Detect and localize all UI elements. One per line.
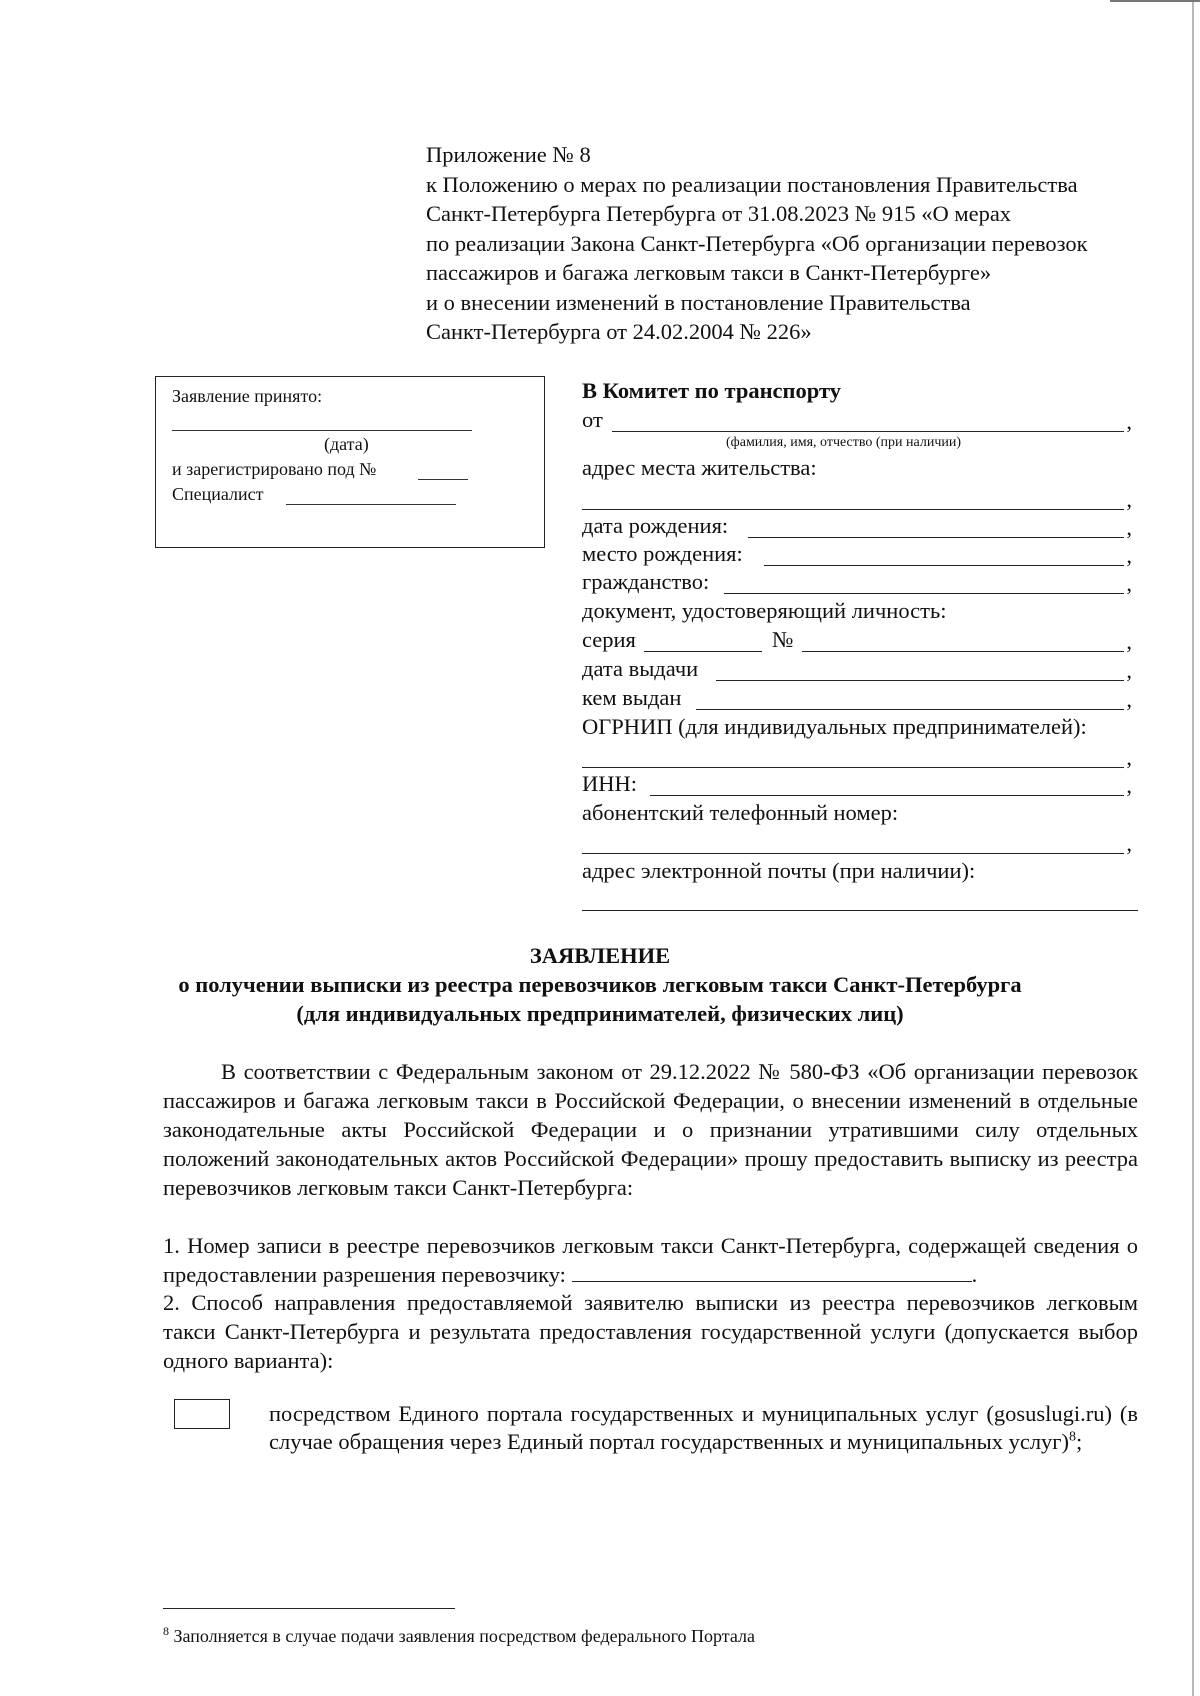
- email-label: адрес электронной почты (при наличии):: [582, 858, 976, 883]
- date-field-line[interactable]: [172, 430, 472, 431]
- comma: ,: [1126, 658, 1132, 683]
- address-label-row: [582, 455, 1138, 483]
- comma: ,: [1126, 571, 1132, 596]
- name-hint: (фамилия, имя, отчество (при наличии): [726, 435, 962, 450]
- statement-subtitle: о получении выписки из реестра перевозчиков легковым такси Санкт-Петербурга: [178, 972, 1022, 997]
- ogrnip-row: [582, 743, 1138, 771]
- series-label: серия: [582, 627, 636, 652]
- birth-date-field[interactable]: [748, 537, 1124, 538]
- birth-place-row: [582, 541, 1138, 569]
- name-hint-row: [582, 435, 1138, 451]
- phone-label: абонентский телефонный номер:: [582, 800, 899, 825]
- issue-date-row: [582, 656, 1138, 684]
- item-1-text: 1. Номер записи в реестре перевозчиков легковым такси Санкт-Петербурга, содержащей сведения о предоставлении разрешения перевозчику:: [163, 1233, 1138, 1287]
- issue-date-field[interactable]: [716, 680, 1124, 681]
- comma: ,: [1126, 543, 1132, 568]
- address-label: адрес места жительства:: [582, 455, 817, 480]
- registered-label: и зарегистрировано под №: [172, 459, 377, 479]
- inn-label: ИНН:: [582, 771, 637, 796]
- registration-box: [155, 376, 545, 548]
- scan-edge: [1192, 0, 1194, 1696]
- email-field[interactable]: [582, 910, 1138, 911]
- annex-header: [426, 140, 1146, 347]
- footnote-number: 8: [163, 1624, 169, 1638]
- scan-corner: [1110, 0, 1200, 2]
- specialist-line[interactable]: [286, 504, 456, 505]
- id-doc-row: [582, 598, 1138, 626]
- issued-by-label: кем выдан: [582, 685, 682, 710]
- comma: ,: [1126, 745, 1132, 770]
- annex-line: к Положению о мерах по реализации постановления Правительства: [426, 171, 1078, 197]
- footnote-divider: [163, 1608, 455, 1609]
- series-field[interactable]: [644, 651, 762, 652]
- record-number-field[interactable]: [572, 1261, 972, 1282]
- statement-title: ЗАЯВЛЕНИЕ: [529, 943, 671, 968]
- name-field[interactable]: [612, 431, 1124, 432]
- annex-line: Санкт-Петербурга Петербурга от 31.08.2023 № 915 «О мерах: [426, 201, 1012, 226]
- annex-line: Приложение № 8: [426, 142, 591, 167]
- comma: ,: [1126, 831, 1132, 856]
- id-doc-label: документ, удостоверяющий личность:: [582, 598, 947, 623]
- item-2: 2. Способ направления предоставляемой заявителю выписки из реестра перевозчиков легковым такси Санкт-Петербурга и результата предоставления государственной услуги (допускается выбор одного варианта):: [163, 1290, 1138, 1373]
- specialist-label: Специалист: [172, 484, 264, 504]
- phone-field[interactable]: [582, 853, 1124, 854]
- recipient-title-text: В Комитет по транспорту: [582, 378, 841, 403]
- inn-row: [582, 771, 1138, 799]
- series-row: [582, 627, 1138, 655]
- birth-place-field[interactable]: [764, 565, 1124, 566]
- option-end: ;: [1076, 1429, 1083, 1454]
- birth-date-label: дата рождения:: [582, 513, 729, 538]
- comma: ,: [1126, 515, 1132, 540]
- phone-label-row: [582, 800, 1138, 828]
- item-1-end: .: [971, 1262, 978, 1287]
- footnote-ref: 8: [1069, 1429, 1077, 1445]
- citizenship-field[interactable]: [724, 593, 1124, 594]
- annex-line: пассажиров и багажа легковым такси в Санкт-Петербурге»: [426, 260, 992, 285]
- issued-by-row: [582, 685, 1138, 713]
- number-label: №: [772, 627, 794, 652]
- statement-subtitle-2: (для индивидуальных предпринимателей, физических лиц): [296, 1001, 904, 1026]
- comma: ,: [1126, 687, 1132, 712]
- recipient-title: [582, 378, 1138, 406]
- annex-line: Санкт-Петербурга от 24.02.2004 № 226»: [426, 319, 812, 344]
- citizenship-row: [582, 569, 1138, 597]
- comma: ,: [1126, 487, 1132, 512]
- issued-by-field[interactable]: [696, 709, 1124, 710]
- email-label-row: [582, 858, 1138, 886]
- annex-line: по реализации Закона Санкт-Петербурга «Об организации перевозок: [426, 230, 1088, 256]
- number-field[interactable]: [802, 651, 1124, 652]
- option-gosuslugi-text: посредством Единого портала государственных и муниципальных услуг (gosuslugi.ru) (в случае обращения через Единый портал государственных и муниципальных услуг): [269, 1401, 1138, 1454]
- comma: ,: [1126, 409, 1132, 434]
- registration-number-line[interactable]: [418, 479, 468, 480]
- ogrnip-field[interactable]: [582, 767, 1124, 768]
- registration-title: Заявление принято:: [172, 386, 323, 406]
- comma: ,: [1126, 629, 1132, 654]
- annex-line: и о внесении изменений в постановление Правительства: [426, 289, 971, 315]
- inn-field[interactable]: [650, 795, 1124, 796]
- item-1: [163, 1231, 1138, 1289]
- from-row: [582, 407, 1138, 435]
- birth-date-row: [582, 513, 1138, 541]
- footnote: [163, 1620, 755, 1647]
- address-field[interactable]: [582, 509, 1124, 510]
- date-label: (дата): [324, 434, 369, 454]
- email-row: [582, 886, 1138, 914]
- citizenship-label: гражданство:: [582, 569, 710, 594]
- option-gosuslugi: [269, 1400, 1138, 1456]
- intro-paragraph: В соответствии с Федеральным законом от 29.12.2022 № 580-ФЗ «Об организации перевозок пассажиров и багажа легковым такси в Российской Федерации, о внесении изменений в отдельные законодательные акты Российской Федерации и о признании утратившими силу отдельных положений законодательных актов Российской Федерации» прошу предоставить выписку из реестра перевозчиков легковым такси Санкт-Петербурга:: [163, 1059, 1138, 1200]
- gosuslugi-checkbox[interactable]: [174, 1399, 230, 1429]
- phone-row: [582, 829, 1138, 857]
- ogrnip-label-row: [582, 714, 1138, 742]
- footnote-text: Заполняется в случае подачи заявления посредством федерального Портала: [169, 1626, 755, 1646]
- ogrnip-label: ОГРНИП (для индивидуальных предпринимателей):: [582, 714, 1087, 739]
- comma: ,: [1126, 773, 1132, 798]
- issue-date-label: дата выдачи: [582, 656, 699, 681]
- from-label: от: [582, 407, 603, 432]
- birth-place-label: место рождения:: [582, 541, 743, 566]
- address-row: [582, 485, 1138, 513]
